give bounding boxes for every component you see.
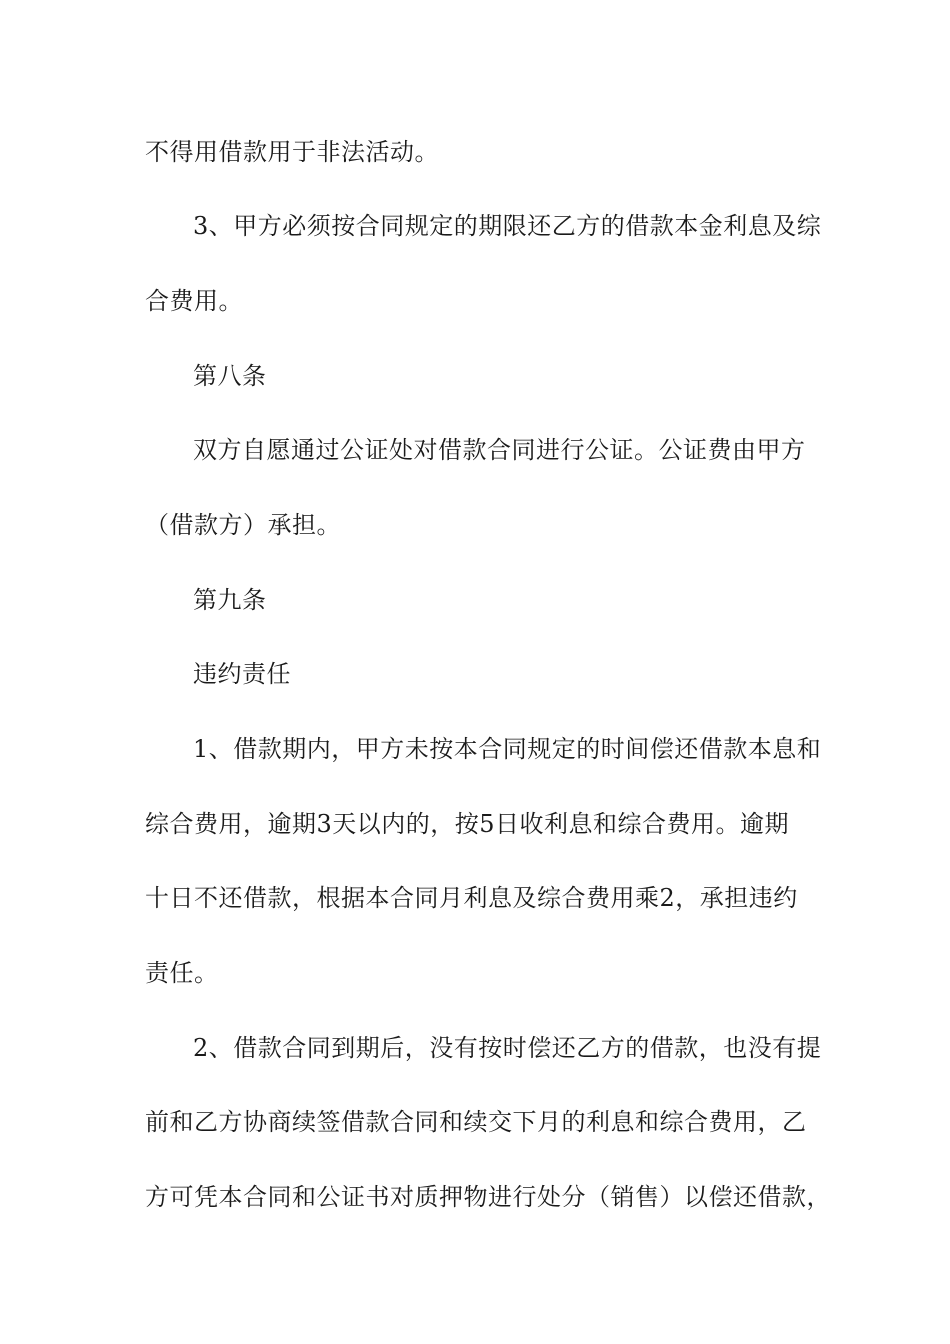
text-line: 责任。 [145, 959, 219, 987]
text-line: 双方自愿通过公证处对借款合同进行公证。公证费由甲方 [193, 436, 806, 464]
article-heading: 第九条 [193, 586, 267, 614]
text-line: 方可凭本合同和公证书对质押物进行处分（销售）以偿还借款， [145, 1183, 831, 1211]
text-line: 2、借款合同到期后，没有按时偿还乙方的借款，也没有提 [193, 1034, 822, 1062]
text-line: 3、甲方必须按合同规定的期限还乙方的借款本金利息及综 [193, 212, 822, 240]
text-line: 合费用。 [145, 287, 243, 315]
text-line: 不得用借款用于非法活动。 [145, 138, 439, 166]
text-line: 十日不还借款，根据本合同月利息及综合费用乘2，承担违约 [145, 884, 798, 912]
text-line: 综合费用，逾期3天以内的，按5日收利息和综合费用。逾期 [145, 810, 790, 838]
text-line: 1、借款期内，甲方未按本合同规定的时间偿还借款本息和 [193, 735, 822, 763]
section-heading: 违约责任 [193, 660, 291, 688]
article-heading: 第八条 [193, 362, 267, 390]
text-line: 前和乙方协商续签借款合同和续交下月的利息和综合费用，乙 [145, 1108, 807, 1136]
text-line: （借款方）承担。 [145, 511, 341, 539]
